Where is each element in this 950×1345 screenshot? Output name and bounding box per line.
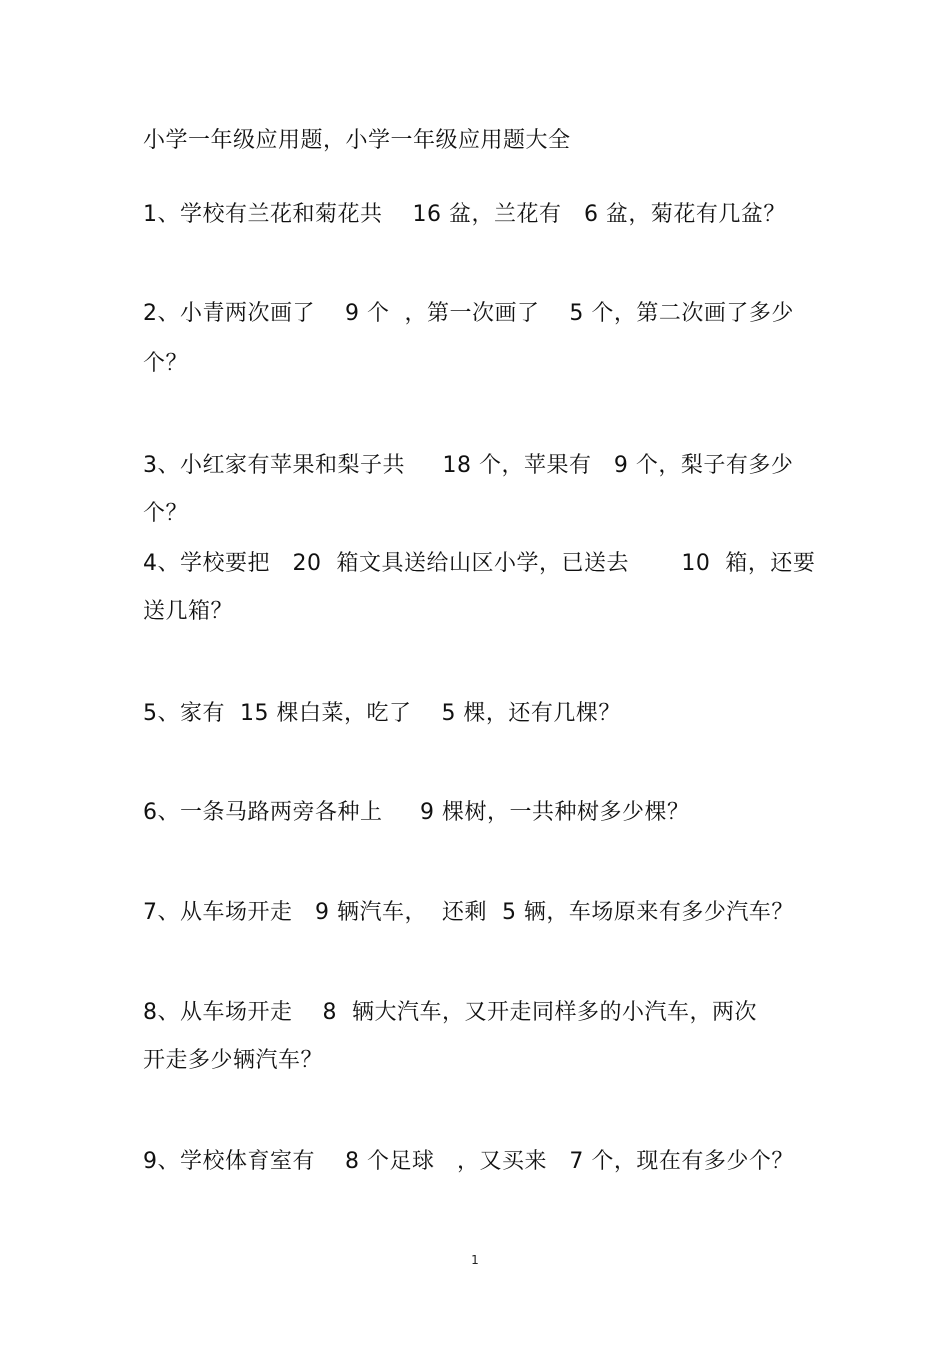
document-title: 小学一年级应用题，小学一年级应用题大全	[143, 128, 571, 153]
question-line: 6、一条马路两旁各种上 9 棵树，一共种树多少棵？	[143, 800, 690, 825]
page-number: 1	[471, 1253, 479, 1267]
question-line: 1、学校有兰花和菊花共 16 盆，兰花有 6 盆，菊花有几盆？	[143, 202, 786, 227]
question-line: 开走多少辆汽车？	[143, 1048, 324, 1073]
question-line: 8、从车场开走 8 辆大汽车，又开走同样多的小汽车，两次	[143, 1000, 757, 1025]
question-line: 5、家有 15 棵白菜，吃了 5 棵，还有几棵？	[143, 701, 621, 726]
question-line: 9、学校体育室有 8 个足球 ，又买来 7 个，现在有多少个？	[143, 1149, 794, 1174]
question-line: 送几箱？	[143, 599, 234, 624]
question-line: 2、小青两次画了 9 个 ，第一次画了 5 个，第二次画了多少	[143, 301, 794, 326]
question-line: 个？	[143, 351, 189, 376]
question-line: 4、学校要把 20 箱文具送给山区小学，已送去 10 箱，还要	[143, 551, 816, 576]
question-line: 3、小红家有苹果和梨子共 18 个，苹果有 9 个，梨子有多少	[143, 453, 794, 478]
question-line: 个？	[143, 501, 189, 526]
question-line: 7、从车场开走 9 辆汽车， 还剩 5 辆，车场原来有多少汽车？	[143, 900, 794, 925]
